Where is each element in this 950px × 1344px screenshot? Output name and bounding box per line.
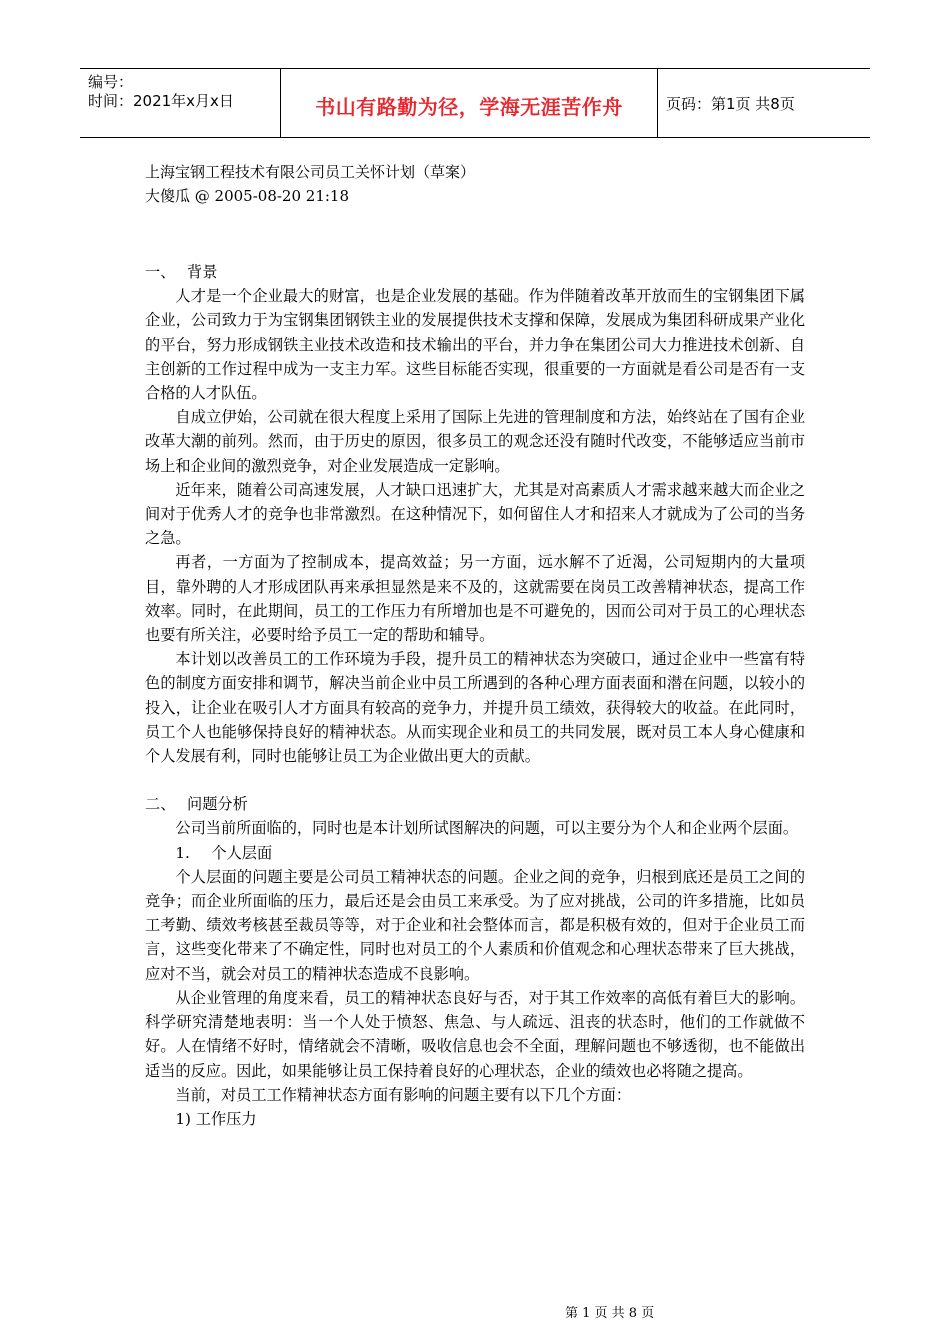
section-heading xyxy=(145,792,805,816)
subsection-number: 1. xyxy=(175,843,190,862)
document-author: 大傻瓜 @ 2005-08-20 21:18 xyxy=(145,187,350,205)
section-number: 二、 xyxy=(145,795,176,814)
document-body xyxy=(145,260,805,1131)
paragraph: 人才是一个企业最大的财富，也是企业发展的基础。作为伴随着改革开放而生的宝钢集团下属企业，公司致力于为宝钢集团钢铁主业的发展提供技术支撑和保障，发展成为集团科研成果产业化的平台，努力形成钢铁主业技术改造和技术输出的平台，并力争在集团公司大力推进技术创新、自主创新的工作过程中成为一支主力军。这些目标能否实现，很重要的一方面就是看公司是否有一支合格的人才队伍。 xyxy=(145,287,805,403)
paragraph: 个人层面的问题主要是公司员工精神状态的问题。企业之间的竞争，归根到底还是员工之间的竞争；而企业所面临的压力，最后还是会由员工来承受。为了应对挑战，公司的许多措施，比如员工考勤、绩效考核甚至裁员等等，对于企业和社会整体而言，都是积极有效的，但对于企业员工而言，这些变化带来了不确定性，同时也对员工的个人素质和价值观念和心理状态带来了巨大挑战，应对不当，就会对员工的精神状态造成不良影响。 xyxy=(145,867,805,983)
subsection-title: 个人层面 xyxy=(211,843,273,862)
subsection-heading xyxy=(145,841,805,865)
document-title: 上海宝钢工程技术有限公司员工关怀计划（草案） xyxy=(145,163,476,181)
header-motto-cell xyxy=(281,69,658,137)
paragraph: 自成立伊始，公司就在很大程度上采用了国际上先进的管理制度和方法，始终站在了国有企业改革大潮的前列。然而，由于历史的原因，很多员工的观念还没有随时代改变，不能够适应当前市场上和企业间的激烈竞争，对企业发展造成一定影响。 xyxy=(145,408,805,475)
spacer xyxy=(145,768,805,792)
section-number: 一、 xyxy=(145,263,176,281)
section-heading xyxy=(145,260,805,284)
page-footer: 第 1 页 共 8 页 xyxy=(565,1306,655,1321)
header-page-cell xyxy=(658,69,870,137)
paragraph: 从企业管理的角度来看，员工的精神状态良好与否，对于其工作效率的高低有着巨大的影响。科学研究清楚地表明：当一个人处于愤怒、焦急、与人疏远、沮丧的状态时，他们的工作就做不好。人在情绪不好时，情绪就会不清晰，吸收信息也会不全面，理解问题也不够透彻，也不能做出适当的反应。因此，如果能够让员工保持着良好的心理状态，企业的绩效也必将随之提高。 xyxy=(145,988,805,1080)
paragraph: 近年来，随着公司高速发展，人才缺口迅速扩大，尤其是对高素质人才需求越来越大而企业之间对于优秀人才的竞争也非常激烈。在这种情况下，如何留住人才和招来人才就成为了公司的当务之急。 xyxy=(145,480,805,548)
header-meta-cell xyxy=(80,69,281,137)
paragraph: 当前，对员工工作精神状态方面有影响的问题主要有以下几个方面： xyxy=(175,1085,632,1104)
header-table xyxy=(80,68,870,138)
page-info: 页码：第1页 共8页 xyxy=(666,95,795,113)
motto: 书山有路勤为径，学海无涯苦作舟 xyxy=(315,95,623,119)
paragraph: 公司当前所面临的，同时也是本计划所试图解决的问题，可以主要分为个人和企业两个层面。 xyxy=(175,819,799,838)
date-label: 时间：2021年x月x日 xyxy=(88,92,234,110)
section-title: 问题分析 xyxy=(187,795,248,814)
list-item: 1) 工作压力 xyxy=(175,1109,257,1128)
serial-label: 编号： xyxy=(88,73,134,91)
paragraph: 再者，一方面为了控制成本，提高效益；另一方面，远水解不了近渴，公司短期内的大量项目，靠外聘的人才形成团队再来承担显然是来不及的，这就需要在岗员工改善精神状态，提高工作效率。同时，在此期间，员工的工作压力有所增加也是不可避免的，因而公司对于员工的心理状态也要有所关注，必要时给予员工一定的帮助和辅导。 xyxy=(145,553,805,645)
section-title: 背景 xyxy=(187,263,218,281)
paragraph: 本计划以改善员工的工作环境为手段，提升员工的精神状态为突破口，通过企业中一些富有特色的制度方面安排和调节，解决当前企业中员工所遇到的各种心理方面表面和潜在问题，以较小的投入，让企业在吸引人才方面具有较高的竞争力，并提升员工绩效，获得较大的收益。在此同时，员工个人也能够保持良好的精神状态。从而实现企业和员工的共同发展，既对员工本人身心健康和个人发展有利，同时也能够让员工为企业做出更大的贡献。 xyxy=(145,650,805,766)
